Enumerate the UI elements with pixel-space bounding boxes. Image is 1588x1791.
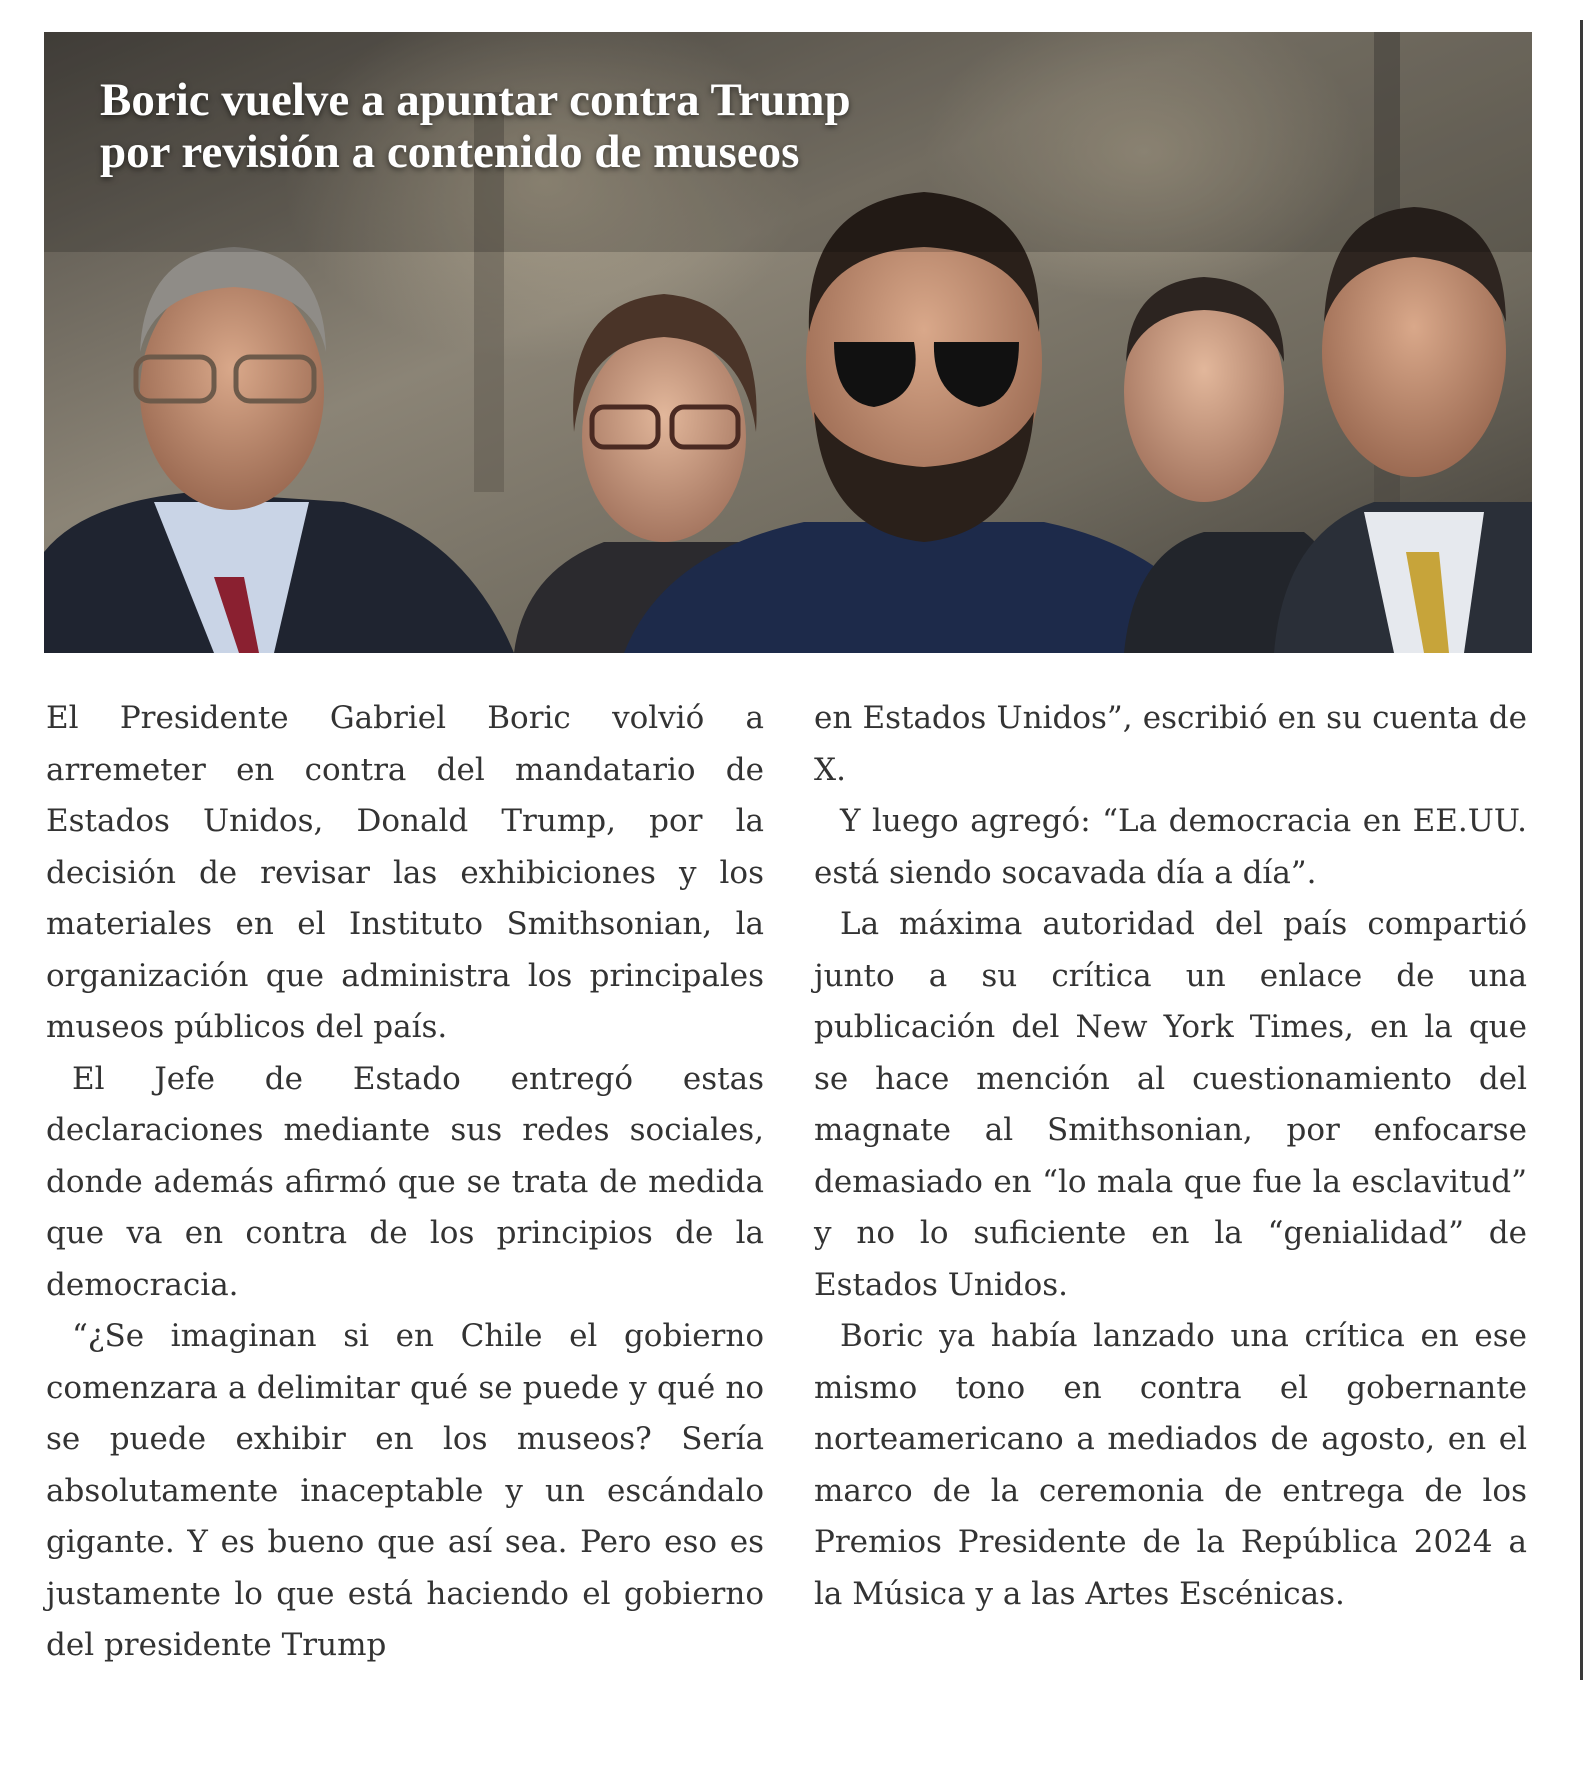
paragraph: en Estados Unidos”, escribió en su cuenta de X. [814,700,1527,788]
article-column-left [46,693,764,1672]
column-rule [1580,20,1583,1680]
article-headline [100,74,851,178]
paragraph: La máxima autoridad del país compartió junto a su crítica un enlace de una publicación del New York Times, en la que se hace mención al cuestionamiento del magnate al Smithsonian, por enfocarse demasiado en “lo mala que fue la esclavitud” y no lo suficiente en la “genialidad” de Estados Unidos. [814,906,1527,1303]
paragraph: “¿Se imaginan si en Chile el gobierno comenzara a delimitar qué se puede y qué no se puede exhibir en los museos? Sería absolutamente inaceptable y un escándalo gigante. Y es bueno que así sea. Pero eso es justamente lo que está haciendo el gobierno del presidente Trump [46,1318,764,1663]
paragraph: Boric ya había lanzado una crítica en ese mismo tono en contra el gobernante norteamericano a mediados de agosto, en el marco de la ceremonia de entrega de los Premios Presidente de la República 2024 a la Música y a las Artes Escénicas. [814,1318,1527,1612]
article-photo [44,32,1532,653]
paragraph: El Jefe de Estado entregó estas declaraciones mediante sus redes sociales, donde además afirmó que se trata de medida que va en contra de los principios de la democracia. [46,1060,764,1303]
paragraph: Y luego agregó: “La democracia en EE.UU. está siendo socavada día a día”. [814,803,1527,891]
paragraph: El Presidente Gabriel Boric volvió a arremeter en contra del mandatario de Estados Unidos, Donald Trump, por la decisión de revisar las exhibiciones y los materiales en el Instituto Smithsonian, la organización que administra los principales museos públicos del país. [46,700,764,1045]
headline-line-1: Boric vuelve a apuntar contra Trump [100,74,851,126]
headline-line-2: por revisión a contenido de museos [100,126,800,178]
article-column-right [814,693,1527,1620]
